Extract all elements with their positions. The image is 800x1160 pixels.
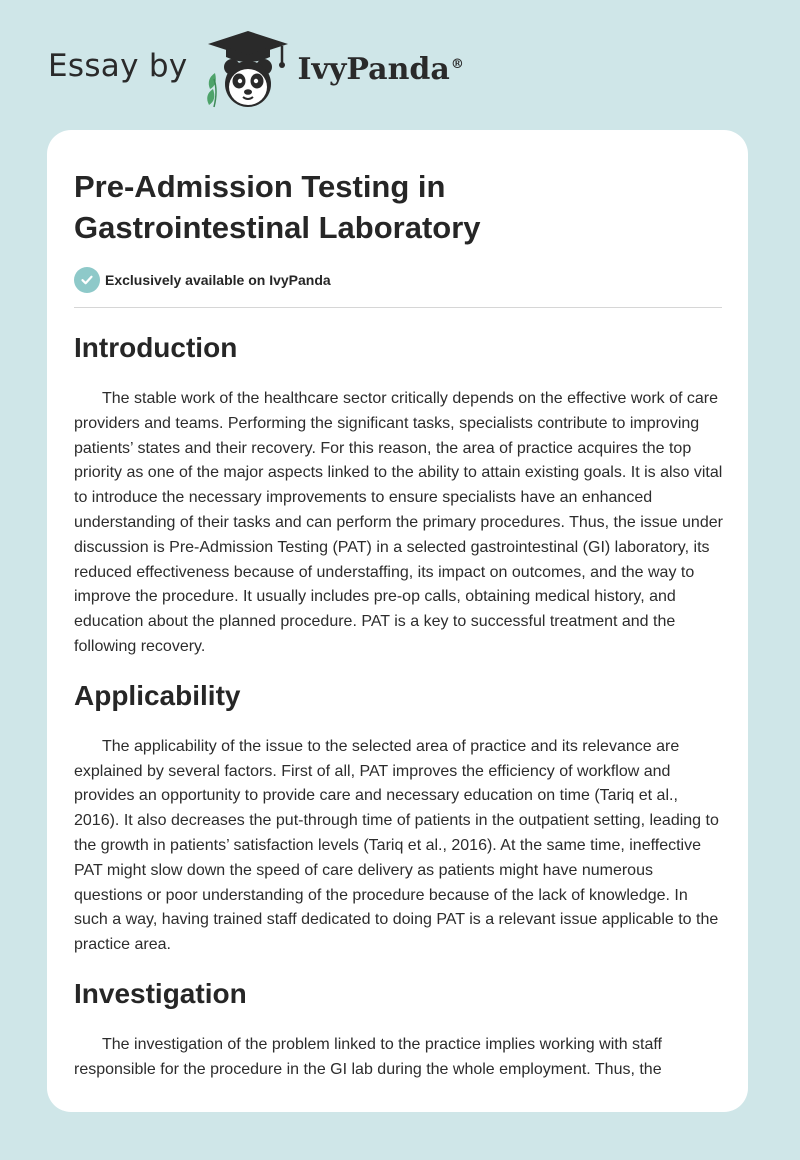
exclusive-badge <box>74 266 722 294</box>
ivypanda-wordmark: IvyPanda® <box>297 51 464 87</box>
divider <box>74 307 722 308</box>
essay-by-label: Essay by <box>48 48 188 84</box>
section-heading-applicability: Applicability <box>74 679 241 711</box>
exclusive-badge-text: Exclusively available on IvyPanda <box>105 272 331 288</box>
section-heading-introduction: Introduction <box>74 332 238 363</box>
article-card <box>47 130 748 1112</box>
section-paragraph-investigation: The investigation of the problem linked to the practice implies working with staff responsible for the procedure in the GI lab during the whole employment. Thus, the <box>74 1035 662 1078</box>
site-header[interactable] <box>48 30 464 110</box>
section-paragraph-introduction: The stable work of the healthcare sector critically depends on the effective work of care providers and teams. Performing the significant tasks, specialists contribute to improving patients’ states and their recovery. For this reason, the area of practice acquires the top priority as one of the major aspects linked to the ability to attain existing goals. It is also vital to introduce the necessary improvements to ensure specialists have an enhanced understanding of their tasks and can perform the primary procedures. Thus, the issue under discussion is Pre-Admission Testing (PAT) in a selected gastrointestinal (GI) laboratory, its reduced effectiveness because of understaffing, its impact on outcomes, and the way to improve the procedure. It usually includes pre-op calls, obtaining medical history, and education about the planned procedure. PAT is a key to successful treatment and the following recovery. <box>74 390 723 655</box>
panda-logo-icon <box>202 29 294 111</box>
section-paragraph-applicability: The applicability of the issue to the selected area of practice and its relevance are explained by several factors. First of all, PAT improves the efficiency of workflow and provides an opportunity to provide care and necessary education on time (Tariq et al., 2016). It also decreases the put-through time of patients in the outpatient setting, leading to the growth in patients’ satisfaction levels (Tariq et al., 2016). At the same time, ineffective PAT might slow down the speed of care delivery as patients might have numerous questions or poor understanding of the procedure because of the lack of knowledge. In such a way, having trained staff dedicated to doing PAT is a relevant issue applicable to the practice area. <box>74 737 719 954</box>
check-icon <box>74 267 100 293</box>
title-line-1: Pre-Admission Testing in <box>74 169 446 204</box>
title-line-2: Gastrointestinal Laboratory <box>74 210 481 245</box>
section-heading-investigation: Investigation <box>74 977 247 1009</box>
page-title <box>74 166 722 248</box>
